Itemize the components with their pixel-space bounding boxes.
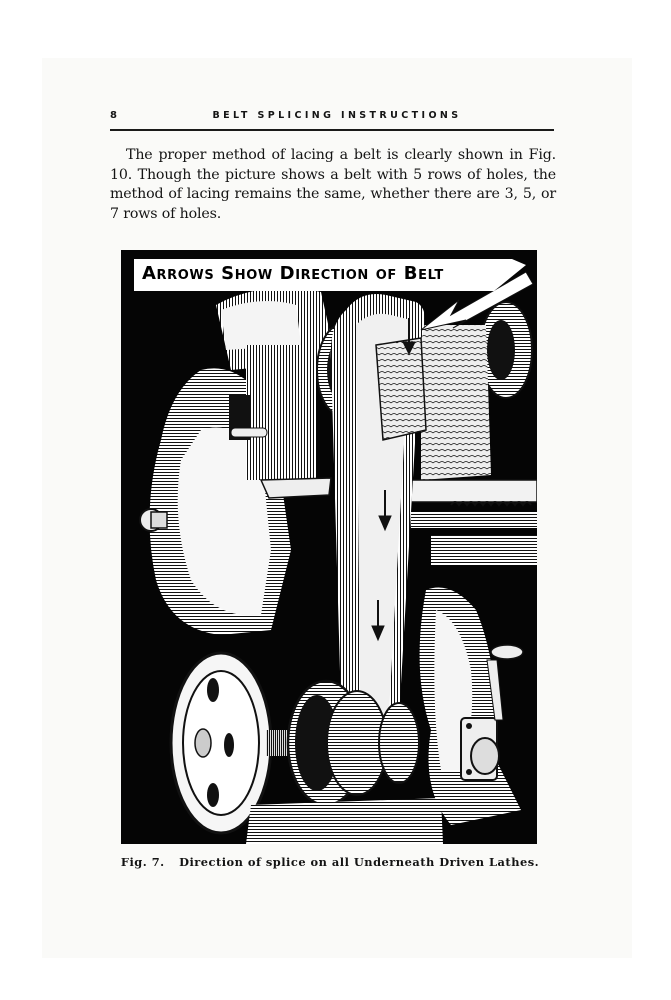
figure-caption bbox=[110, 855, 550, 869]
banner-text: Arrows Show Direction of Belt bbox=[142, 263, 444, 284]
header-rule bbox=[110, 129, 554, 131]
body-paragraph: The proper method of lacing a belt is clearly shown in Fig. 10. Though the picture shows a belt with 5 rows of holes, the method of lacing remains the same, whether there are 3, 5, or 7 rows of holes. bbox=[110, 147, 556, 222]
running-title: BELT SPLICING INSTRUCTIONS bbox=[212, 110, 462, 121]
figure-illustration bbox=[121, 250, 537, 844]
bracket bbox=[261, 478, 331, 498]
headstock-body bbox=[246, 345, 316, 480]
motor-pulley-small bbox=[379, 703, 419, 783]
splice-block bbox=[376, 338, 426, 440]
bearing-block bbox=[421, 325, 491, 480]
page-number: 8 bbox=[110, 110, 117, 121]
caption-label: Fig. 7. bbox=[120, 855, 165, 869]
lathe-illustration bbox=[121, 250, 537, 844]
figure-banner bbox=[134, 259, 526, 291]
lathe-bed-rail bbox=[411, 480, 537, 502]
running-head bbox=[110, 108, 554, 128]
motor-base bbox=[246, 798, 443, 844]
caption-text: Direction of splice on all Underneath Driven Lathes. bbox=[179, 855, 540, 869]
